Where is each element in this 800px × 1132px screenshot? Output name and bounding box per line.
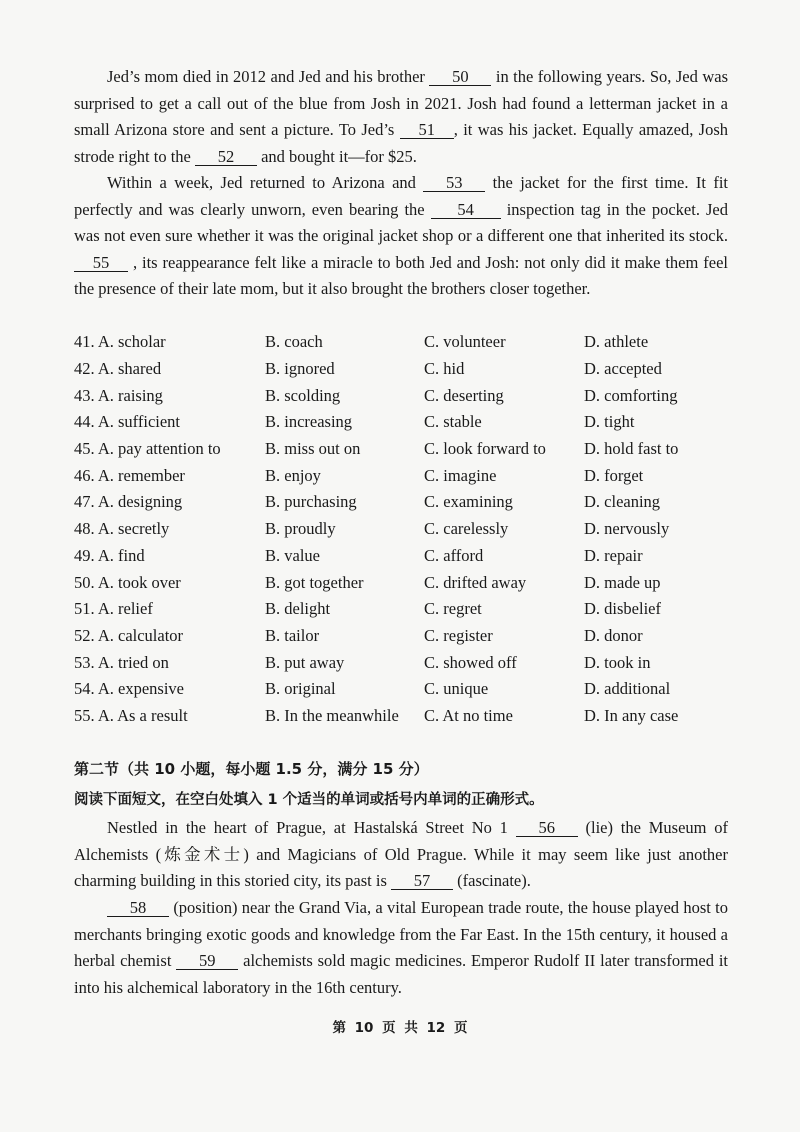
option-b[interactable]: B. ignored <box>265 359 335 379</box>
option-d[interactable]: D. repair <box>584 545 643 565</box>
option-a[interactable]: 47. A. designing <box>74 492 183 512</box>
section-title: 第二节（共 10 小题，每小题 1.5 分，满分 15 分） <box>74 760 429 778</box>
option-d[interactable]: D. donor <box>584 625 643 645</box>
option-a[interactable]: 46. A. remember <box>74 465 185 485</box>
option-c[interactable]: C. hid <box>424 359 465 379</box>
option-row <box>74 676 734 703</box>
option-d[interactable]: D. nervously <box>584 519 670 539</box>
option-c[interactable]: C. examining <box>424 492 513 512</box>
option-b[interactable]: B. proudly <box>265 519 336 539</box>
text-segment: , it was his jacket. Equally amazed, Josh strode right to the <box>74 120 729 166</box>
blank-52[interactable]: 52 <box>195 148 257 166</box>
option-a[interactable]: 50. A. took over <box>74 572 181 592</box>
option-b[interactable]: B. purchasing <box>265 492 357 512</box>
blank-51[interactable]: 51 <box>400 121 454 139</box>
blank-54[interactable]: 54 <box>431 201 501 219</box>
option-c[interactable]: C. register <box>424 625 493 645</box>
option-d[interactable]: D. accepted <box>584 359 662 379</box>
option-a[interactable]: 49. A. find <box>74 545 145 565</box>
option-row <box>74 569 734 596</box>
blank-56[interactable]: 56 <box>516 819 578 837</box>
blank-53[interactable]: 53 <box>423 174 485 192</box>
text-segment: the jacket for the first time. It fit perfectly and was clearly unworn, even bearing the <box>74 173 728 219</box>
blank-58[interactable]: 58 <box>107 899 169 917</box>
option-d[interactable]: D. comforting <box>584 385 678 405</box>
option-d[interactable]: D. cleaning <box>584 492 661 512</box>
option-c[interactable]: C. look forward to <box>424 439 546 459</box>
option-row <box>74 516 734 543</box>
option-c[interactable]: C. deserting <box>424 385 504 405</box>
option-c[interactable]: C. imagine <box>424 465 497 485</box>
option-d[interactable]: D. made up <box>584 572 661 592</box>
blank-50[interactable]: 50 <box>429 68 491 86</box>
text-segment: inspection tag in the pocket. Jed was not even sure whether it was the original jacket shop or a different one that inherited its stock. <box>74 199 729 246</box>
option-a[interactable]: 41. A. scholar <box>74 332 166 352</box>
option-d[interactable]: D. tight <box>584 412 635 432</box>
option-row <box>74 356 734 383</box>
option-c[interactable]: C. carelessly <box>424 519 509 539</box>
option-row <box>74 623 734 650</box>
option-a[interactable]: 42. A. shared <box>74 359 162 379</box>
text-segment: (fascinate). <box>457 871 531 891</box>
option-b[interactable]: B. coach <box>265 332 323 352</box>
option-a[interactable]: 55. A. As a result <box>74 705 188 725</box>
section-instruction: 阅读下面短文，在空白处填入 1 个适当的单词或括号内单词的正确形式。 <box>74 792 544 808</box>
option-a[interactable]: 51. A. relief <box>74 599 153 619</box>
option-row <box>74 382 734 409</box>
option-d[interactable]: D. disbelief <box>584 599 661 619</box>
option-d[interactable]: D. additional <box>584 679 671 699</box>
option-c[interactable]: C. drifted away <box>424 572 527 592</box>
option-c[interactable]: C. showed off <box>424 652 517 672</box>
passage2-paragraph-1 <box>74 815 728 895</box>
option-a[interactable]: 44. A. sufficient <box>74 412 181 432</box>
option-c[interactable]: C. unique <box>424 679 489 699</box>
text-segment: Within a week, Jed returned to Arizona and <box>107 173 416 192</box>
option-a[interactable]: 48. A. secretly <box>74 519 170 539</box>
option-c[interactable]: C. At no time <box>424 705 513 725</box>
option-a[interactable]: 52. A. calculator <box>74 625 184 645</box>
option-c[interactable]: C. volunteer <box>424 332 506 352</box>
option-row <box>74 649 734 676</box>
option-row <box>74 436 734 463</box>
option-c[interactable]: C. afford <box>424 545 484 565</box>
text-segment: Jed’s mom died in 2012 and Jed and his brother <box>107 67 425 86</box>
option-b[interactable]: B. put away <box>265 652 345 672</box>
blank-57[interactable]: 57 <box>391 872 453 890</box>
blank-59[interactable]: 59 <box>176 952 238 970</box>
option-b[interactable]: B. increasing <box>265 412 353 432</box>
option-row <box>74 596 734 623</box>
passage2-paragraph-2 <box>74 895 728 1001</box>
option-d[interactable]: D. In any case <box>584 705 679 725</box>
text-segment: and bought it—for $25. <box>261 146 417 166</box>
option-row <box>74 329 734 356</box>
option-b[interactable]: B. value <box>265 545 320 565</box>
option-b[interactable]: B. In the meanwhile <box>265 705 399 725</box>
option-c[interactable]: C. regret <box>424 599 482 619</box>
option-a[interactable]: 54. A. expensive <box>74 679 184 699</box>
passage-paragraph-1 <box>74 64 728 170</box>
option-d[interactable]: D. took in <box>584 652 651 672</box>
option-b[interactable]: B. delight <box>265 599 331 619</box>
option-row <box>74 543 734 570</box>
option-d[interactable]: D. forget <box>584 465 644 485</box>
option-a[interactable]: 53. A. tried on <box>74 652 169 672</box>
option-a[interactable]: 43. A. raising <box>74 385 163 405</box>
option-row <box>74 703 734 730</box>
text-segment: (lie) the Museum of Alchemists (炼金术士) and Magicians of Old Prague. While it may seem like just another charming building in this storied city, its past is <box>74 818 729 891</box>
option-b[interactable]: B. enjoy <box>265 465 321 485</box>
option-row <box>74 489 734 516</box>
option-d[interactable]: D. hold fast to <box>584 439 679 459</box>
option-a[interactable]: 45. A. pay attention to <box>74 439 221 459</box>
option-b[interactable]: B. got together <box>265 572 364 592</box>
option-row <box>74 409 734 436</box>
page-footer: 第 10 页 共 12 页 <box>332 1020 468 1036</box>
text-segment: in the following years. So, Jed was surprised to get a call out of the blue from Josh in 2021. Josh had found a letterman jacket in a small Arizona store and sent a picture. To Jed’s <box>74 67 728 140</box>
option-row <box>74 462 734 489</box>
text-segment: , its reappearance felt like a miracle to both Jed and Josh: not only did it make them feel the presence of their late mom, but it also brought the brothers closer together. <box>74 252 728 299</box>
option-c[interactable]: C. stable <box>424 412 482 432</box>
option-b[interactable]: B. tailor <box>265 625 320 645</box>
option-d[interactable]: D. athlete <box>584 332 649 352</box>
option-b[interactable]: B. scolding <box>265 385 341 405</box>
passage-paragraph-2 <box>74 170 728 303</box>
answer-options-list <box>74 329 734 729</box>
option-b[interactable]: B. miss out on <box>265 439 361 459</box>
text-segment: (position) near the Grand Via, a vital European trade route, the house played host to merchants bringing exotic goods and knowledge from the Far East. In the 15th century, it housed a herbal chemist <box>74 898 729 971</box>
text-segment: Nestled in the heart of Prague, at Hastalská Street No 1 <box>107 818 508 837</box>
text-segment: alchemists sold magic medicines. Emperor Rudolf II later transformed it into his alchemical laboratory in the 16th century. <box>74 951 729 997</box>
option-b[interactable]: B. original <box>265 679 336 699</box>
blank-55[interactable]: 55 <box>74 254 128 272</box>
